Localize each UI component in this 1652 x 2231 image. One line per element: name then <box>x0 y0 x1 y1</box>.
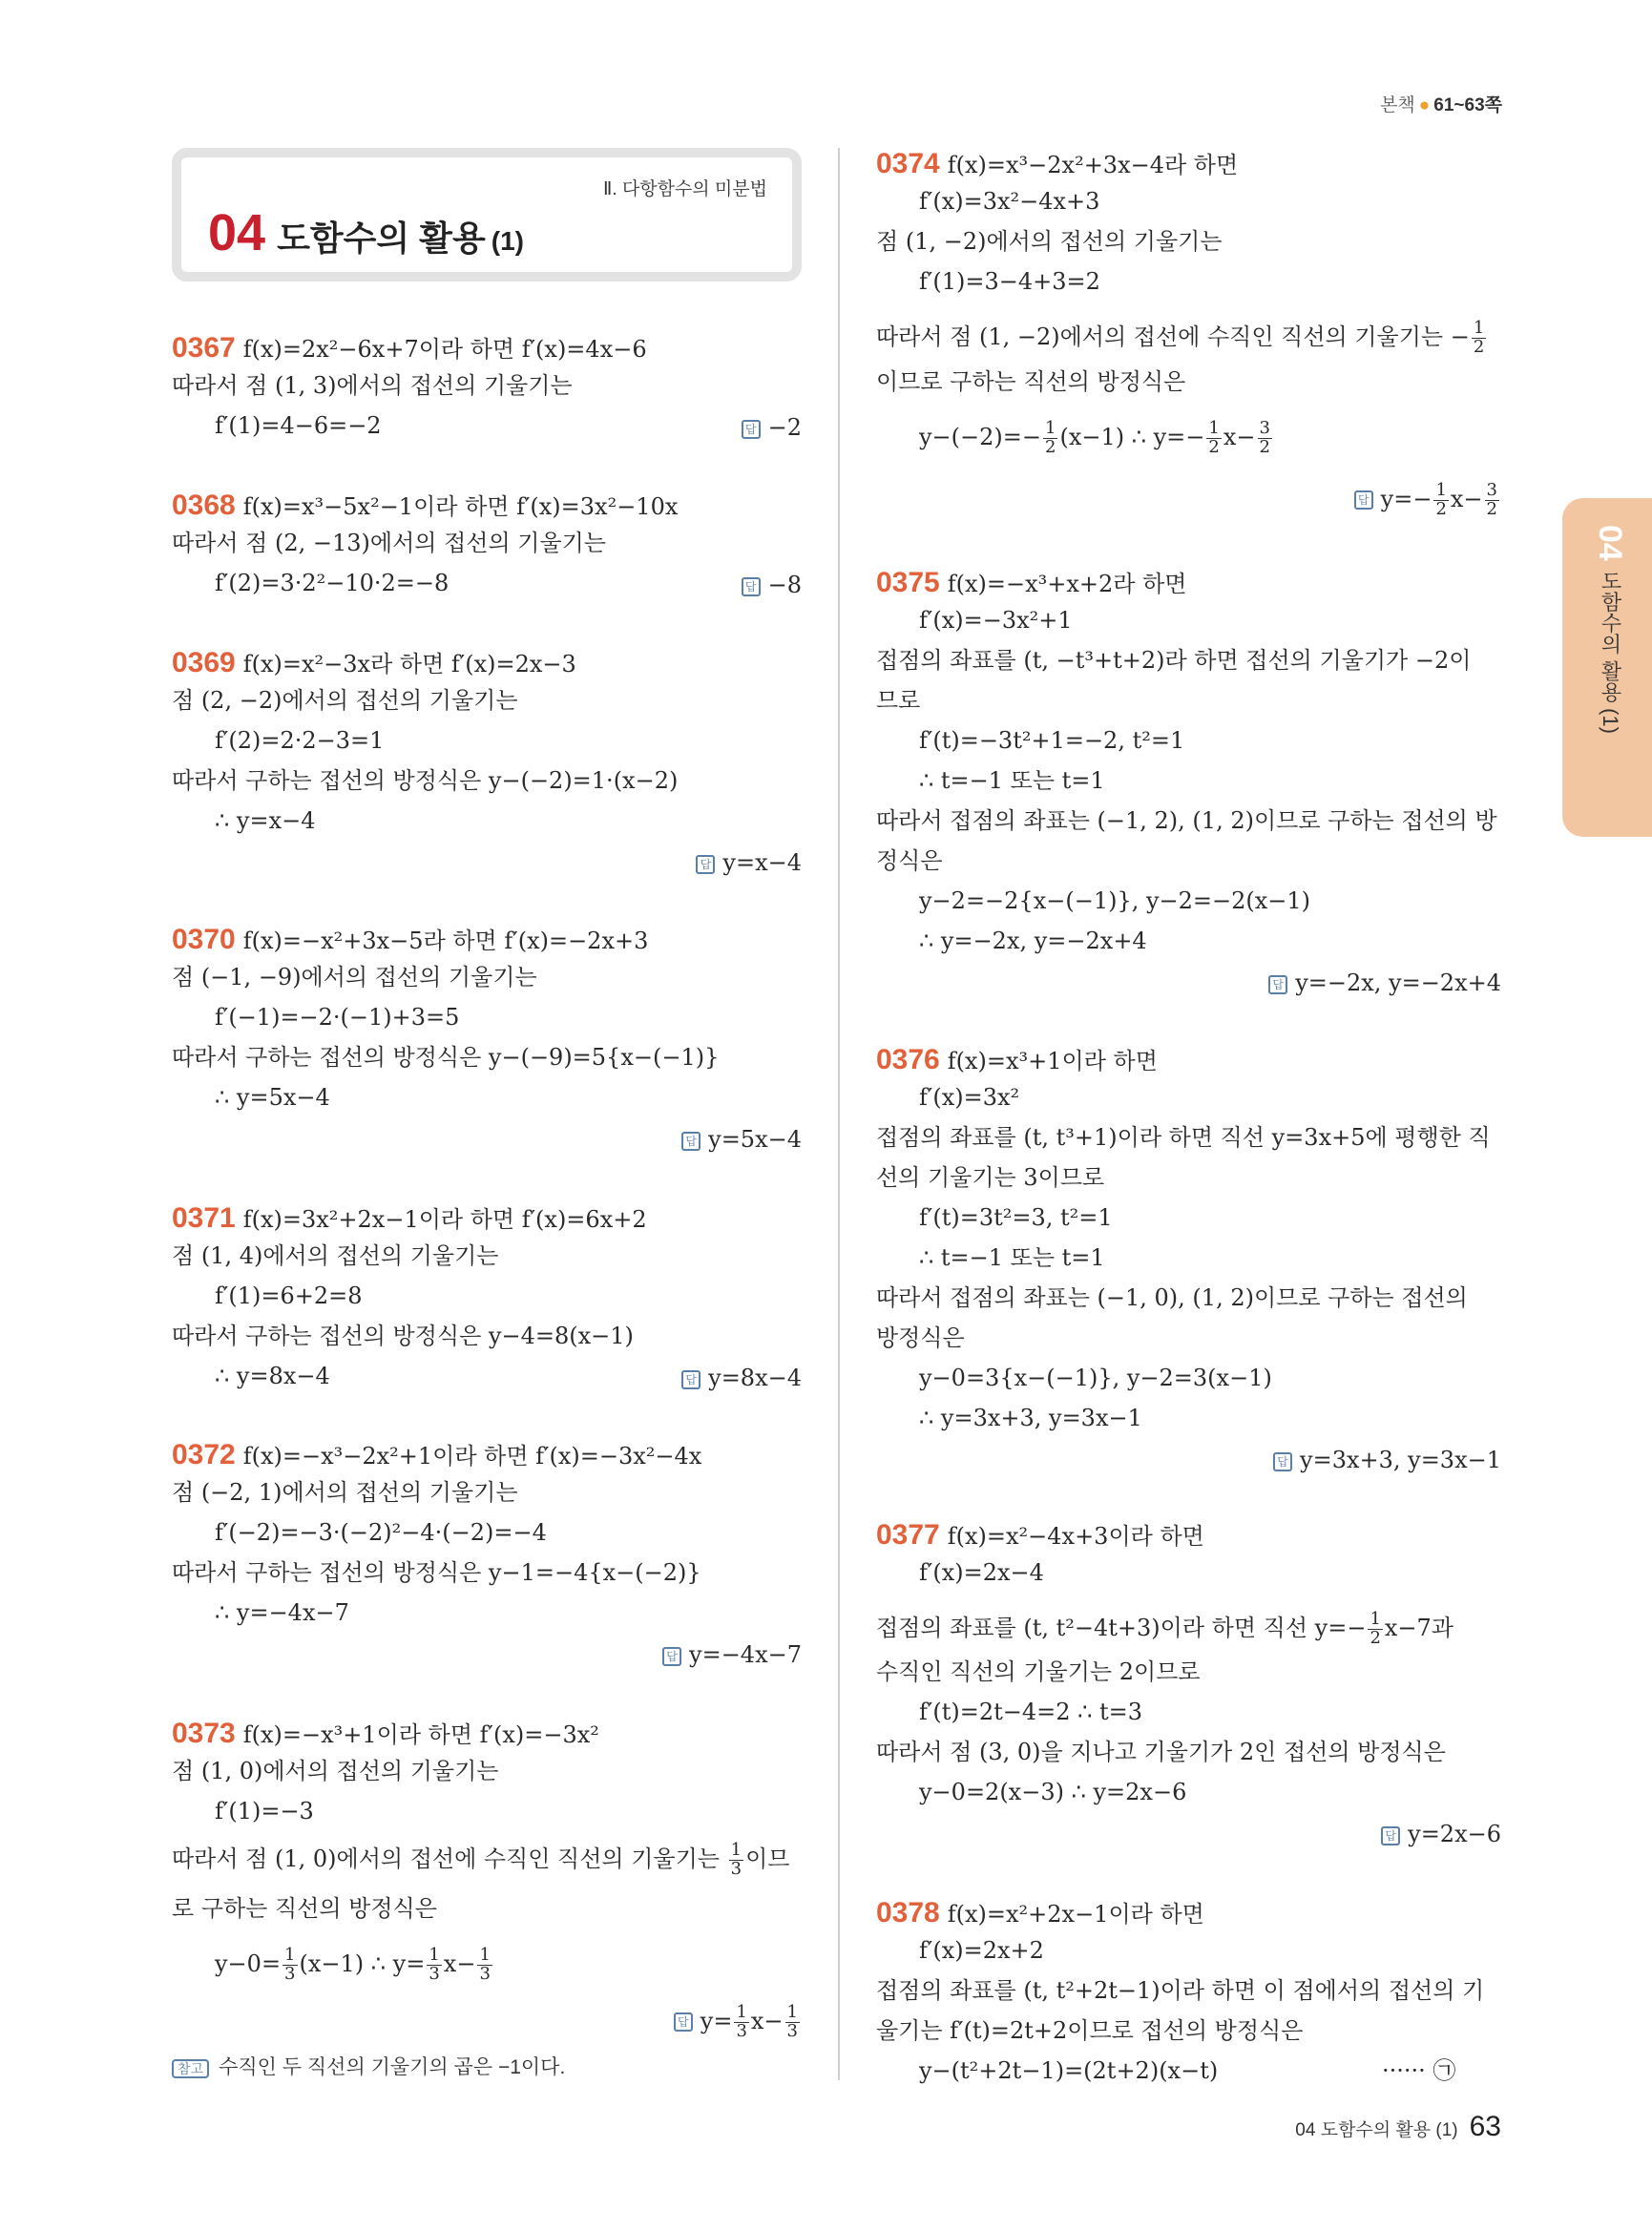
answer <box>662 1641 802 1668</box>
problem-text: f(x)=x³+1이라 하면 <box>947 1048 1158 1074</box>
denominator: 3 <box>479 1963 491 1984</box>
page-reference <box>1380 91 1502 116</box>
numerator: 3 <box>1259 418 1270 438</box>
numerator: 3 <box>1486 480 1497 500</box>
problem-0369 <box>172 649 576 678</box>
solution-line: 점 (1, −2)에서의 접선의 기울기는 <box>876 228 1223 255</box>
column-divider <box>838 148 840 2080</box>
solution-line: 울기는 f′(t)=2t+2이므로 접선의 방정식은 <box>876 2017 1304 2044</box>
answer-icon: 답 <box>681 1370 701 1389</box>
solution-line: f′(x)=−3x²+1 <box>919 607 1073 634</box>
denominator: 3 <box>284 1963 296 1984</box>
solution-line: 따라서 접점의 좌표는 (−1, 0), (1, 2)이므로 구하는 접선의 <box>876 1284 1468 1311</box>
fraction <box>282 1947 297 1984</box>
solution-line: f′(x)=3x² <box>919 1084 1020 1111</box>
note-icon: 참고 <box>172 2059 209 2078</box>
answer-icon: 답 <box>681 1132 701 1151</box>
text: y−(−2)=− <box>919 423 1041 450</box>
solution-line: y−(t²+2t−1)=(2t+2)(x−t) <box>919 2057 1219 2084</box>
text: 이므 <box>745 1845 790 1872</box>
problem-0368 <box>172 491 678 520</box>
problem-0375 <box>876 569 1186 597</box>
solution-line: 따라서 구하는 접선의 방정식은 y−(−9)=5{x−(−1)} <box>172 1044 720 1071</box>
denominator: 2 <box>1045 436 1056 457</box>
answer <box>1268 970 1501 996</box>
answer <box>674 2004 802 2041</box>
answer-text: y=5x−4 <box>708 1126 802 1153</box>
page-number: 63 <box>1469 2111 1501 2142</box>
problem-number: 0378 <box>876 1897 940 1929</box>
answer-icon: 답 <box>1354 490 1373 510</box>
answer-text: y=x−4 <box>722 849 802 876</box>
text: x−7과 <box>1384 1614 1453 1641</box>
answer-icon: 답 <box>1268 975 1287 994</box>
unit-label: Ⅱ. 다항함수의 미분법 <box>602 179 767 199</box>
solution-line: 점 (1, 4)에서의 접선의 기울기는 <box>172 1242 499 1269</box>
answer-text: y= <box>700 2007 733 2034</box>
answer-icon: 답 <box>1273 1452 1292 1471</box>
fraction <box>1433 482 1448 519</box>
solution-line: 따라서 점 (3, 0)을 지나고 기울기가 2인 접선의 방정식은 <box>876 1739 1446 1765</box>
solution-line: f′(1)=−3 <box>215 1798 314 1824</box>
numerator: 1 <box>429 1945 440 1965</box>
problem-number: 0376 <box>876 1044 940 1075</box>
answer-text: y=−2x, y=−2x+4 <box>1295 970 1501 996</box>
denominator: 2 <box>1370 1627 1381 1648</box>
side-tab-label <box>1591 525 1628 734</box>
problem-text: f(x)=−x³−2x²+1이라 하면 f′(x)=−3x²−4x <box>242 1443 702 1470</box>
problem-text: f(x)=−x²+3x−5라 하면 f′(x)=−2x+3 <box>242 928 649 954</box>
problem-number: 0372 <box>172 1439 236 1470</box>
answer <box>742 414 802 441</box>
answer <box>1354 482 1501 519</box>
answer-text: y=−4x−7 <box>689 1641 802 1668</box>
solution-line: ∴ y=3x+3, y=3x−1 <box>919 1405 1142 1431</box>
solution-line: 따라서 점 (1, 3)에서의 접선의 기울기는 <box>172 372 573 399</box>
solution-line: f′(t)=3t²=3, t²=1 <box>919 1204 1113 1231</box>
solution-line <box>172 1842 789 1879</box>
dot-icon: ● <box>1418 95 1431 115</box>
page-footer <box>1295 2111 1501 2143</box>
answer <box>742 572 802 598</box>
fraction <box>729 1842 743 1879</box>
solution-line: f′(1)=4−6=−2 <box>215 412 382 439</box>
text: x− <box>443 1950 476 1977</box>
chapter-title-box <box>172 148 802 281</box>
numerator: 1 <box>1208 418 1220 438</box>
solution-line <box>215 1947 494 1984</box>
solution-line: 따라서 구하는 접선의 방정식은 y−(−2)=1·(x−2) <box>172 767 679 794</box>
solution-line: 정식은 <box>876 847 943 874</box>
solution-line: ∴ y=−2x, y=−2x+4 <box>919 928 1147 954</box>
denominator: 2 <box>1473 336 1485 357</box>
solution-line: f′(x)=2x+2 <box>919 1937 1044 1964</box>
problem-0370 <box>172 926 648 954</box>
problem-number: 0377 <box>876 1519 940 1551</box>
solution-line: f′(t)=2t−4=2 ∴ t=3 <box>919 1699 1143 1725</box>
solution-line: f′(−2)=−3·(−2)²−4·(−2)=−4 <box>215 1519 547 1546</box>
denominator: 2 <box>1208 436 1220 457</box>
numerator: 1 <box>1370 1609 1381 1629</box>
solution-line: y−0=2(x−3) ∴ y=2x−6 <box>919 1779 1187 1805</box>
solution-line: ∴ t=−1 또는 t=1 <box>919 767 1105 794</box>
problem-number: 0371 <box>172 1202 236 1234</box>
solution-line: 따라서 구하는 접선의 방정식은 y−4=8(x−1) <box>172 1323 634 1349</box>
answer-text: y=3x+3, y=3x−1 <box>1300 1447 1501 1473</box>
problem-text: f(x)=2x²−6x+7이라 하면 f′(x)=4x−6 <box>242 336 647 363</box>
answer <box>696 849 802 876</box>
answer <box>1273 1447 1501 1473</box>
solution-line: 점 (2, −2)에서의 접선의 기울기는 <box>172 687 518 714</box>
solution-line: 점 (−1, −9)에서의 접선의 기울기는 <box>172 964 537 990</box>
numerator: 1 <box>479 1945 491 1965</box>
solution-line: ∴ y=−4x−7 <box>215 1599 349 1626</box>
denominator: 2 <box>1259 436 1270 457</box>
chapter-title <box>208 203 524 262</box>
problem-0376 <box>876 1046 1158 1074</box>
note-text: 수직인 두 직선의 기울기의 곱은 −1이다. <box>219 2056 566 2078</box>
solution-line: 므로 <box>876 687 921 714</box>
numerator: 1 <box>1045 418 1056 438</box>
answer-text: y=− <box>1380 485 1432 512</box>
solution-line: f′(x)=2x−4 <box>919 1559 1044 1586</box>
solution-line: f′(2)=2·2−3=1 <box>215 727 385 754</box>
text: x− <box>1450 485 1483 512</box>
fraction <box>734 2004 748 2041</box>
solution-line: ∴ y=x−4 <box>215 807 316 834</box>
fraction <box>785 2004 800 2041</box>
answer-text: −2 <box>767 414 802 441</box>
footer-chapter: 04 도함수의 활용 (1) <box>1295 2120 1458 2140</box>
answer-icon: 답 <box>742 420 761 439</box>
solution-line: 점 (−2, 1)에서의 접선의 기울기는 <box>172 1479 518 1506</box>
problem-0378 <box>876 1899 1204 1928</box>
fraction <box>1206 420 1221 457</box>
solution-line: 로 구하는 직선의 방정식은 <box>172 1895 437 1922</box>
solution-line: ∴ t=−1 또는 t=1 <box>919 1244 1105 1271</box>
solution-line: ∴ y=8x−4 <box>215 1363 330 1389</box>
solution-line <box>876 1611 1453 1648</box>
fraction <box>1485 482 1499 519</box>
side-tab-number: 04 <box>1592 525 1628 561</box>
problem-0374 <box>876 150 1238 178</box>
answer-icon: 답 <box>742 577 761 596</box>
answer-text: y=2x−6 <box>1408 1821 1501 1847</box>
answer-text: −8 <box>767 572 802 598</box>
problem-text: f(x)=x²−4x+3이라 하면 <box>947 1523 1204 1550</box>
chapter-number: 04 <box>208 204 266 261</box>
solution-line: y−2=−2{x−(−1)}, y−2=−2(x−1) <box>919 887 1311 914</box>
problem-text: f(x)=3x²+2x−1이라 하면 f′(x)=6x+2 <box>242 1206 647 1233</box>
problem-number: 0370 <box>172 924 236 955</box>
solution-line: 따라서 구하는 접선의 방정식은 y−1=−4{x−(−2)} <box>172 1559 701 1586</box>
fraction <box>1368 1611 1382 1648</box>
problem-number: 0374 <box>876 148 940 179</box>
problem-number: 0368 <box>172 490 236 521</box>
text: 따라서 점 (1, 0)에서의 접선에 수직인 직선의 기울기는 <box>172 1845 720 1872</box>
problem-text: f(x)=x²−3x라 하면 f′(x)=2x−3 <box>242 651 576 678</box>
problem-number: 0373 <box>172 1718 236 1749</box>
numerator: 1 <box>1435 480 1447 500</box>
solution-line: 접점의 좌표를 (t, t²+2t−1)이라 하면 이 점에서의 접선의 기 <box>876 1977 1485 2004</box>
note <box>172 2057 565 2078</box>
answer-icon: 답 <box>1381 1826 1400 1845</box>
chapter-title-sub: (1) <box>491 226 524 256</box>
numerator: 1 <box>730 1840 742 1860</box>
solution-line: 수직인 직선의 기울기는 2이므로 <box>876 1658 1201 1685</box>
fraction <box>1258 420 1272 457</box>
solution-line: 따라서 접점의 좌표는 (−1, 2), (1, 2)이므로 구하는 접선의 방 <box>876 807 1497 834</box>
denominator: 2 <box>1486 498 1497 519</box>
solution-line: 접점의 좌표를 (t, t³+1)이라 하면 직선 y=3x+5에 평행한 직 <box>876 1124 1491 1151</box>
solution-line: f′(1)=6+2=8 <box>215 1282 363 1309</box>
solution-line: 접점의 좌표를 (t, −t³+t+2)라 하면 접선의 기울기가 −2이 <box>876 647 1472 674</box>
chapter-title-text: 도함수의 활용 <box>277 219 486 258</box>
problem-text: f(x)=x³−2x²+3x−4라 하면 <box>947 152 1239 178</box>
answer <box>1381 1821 1501 1847</box>
solution-line: 따라서 점 (2, −13)에서의 접선의 기울기는 <box>172 530 606 556</box>
equation-marker: ······ ㉠ <box>1382 2057 1456 2084</box>
problem-text: f(x)=x³−5x²−1이라 하면 f′(x)=3x²−10x <box>242 493 679 520</box>
text: y−0= <box>215 1950 282 1977</box>
text: 접점의 좌표를 (t, t²−4t+3)이라 하면 직선 y=− <box>876 1614 1367 1641</box>
problem-number: 0367 <box>172 332 236 364</box>
text: x− <box>1223 423 1256 450</box>
problem-0377 <box>876 1521 1204 1550</box>
problem-text: f(x)=−x³+1이라 하면 f′(x)=−3x² <box>242 1721 599 1748</box>
denominator: 3 <box>786 2020 798 2041</box>
chapter-side-tab <box>1562 498 1652 837</box>
numerator: 1 <box>736 2002 747 2022</box>
problem-number: 0369 <box>172 647 236 678</box>
fraction <box>1472 320 1486 357</box>
solution-line: 방정식은 <box>876 1324 965 1351</box>
solution-line: 점 (1, 0)에서의 접선의 기울기는 <box>172 1758 499 1784</box>
problem-text: f(x)=x²+2x−1이라 하면 <box>947 1901 1204 1928</box>
text: x− <box>750 2007 784 2034</box>
problem-0367 <box>172 334 647 363</box>
denominator: 2 <box>1435 498 1447 519</box>
solution-line: f′(1)=3−4+3=2 <box>919 268 1100 295</box>
answer <box>681 1126 802 1153</box>
solution-line: f′(x)=3x²−4x+3 <box>919 188 1100 215</box>
problem-0371 <box>172 1204 647 1233</box>
answer-icon: 답 <box>674 2012 693 2032</box>
solution-line: ∴ y=5x−4 <box>215 1084 330 1111</box>
solution-line <box>876 320 1488 357</box>
solution-line: f′(2)=3·2²−10·2=−8 <box>215 570 450 596</box>
solution-line: 선의 기울기는 3이므로 <box>876 1164 1105 1191</box>
problem-0373 <box>172 1720 599 1748</box>
problem-number: 0375 <box>876 567 940 598</box>
text: (x−1) ∴ y= <box>299 1950 426 1977</box>
solution-line: 이므로 구하는 직선의 방정식은 <box>876 368 1186 395</box>
numerator: 1 <box>284 1945 296 1965</box>
ref-prefix: 본책 <box>1380 95 1415 115</box>
fraction <box>427 1947 441 1984</box>
denominator: 3 <box>736 2020 747 2041</box>
answer-icon: 답 <box>696 855 715 874</box>
denominator: 3 <box>730 1858 742 1879</box>
problem-text: f(x)=−x³+x+2라 하면 <box>947 571 1187 597</box>
solution-line: y−0=3{x−(−1)}, y−2=3(x−1) <box>919 1365 1272 1391</box>
solution-line: f′(t)=−3t²+1=−2, t²=1 <box>919 727 1185 754</box>
side-tab-text: 도함수의 활용 (1) <box>1599 570 1622 734</box>
solution-line: f′(−1)=−2·(−1)+3=5 <box>215 1004 460 1031</box>
ref-pages: 61~63쪽 <box>1433 95 1502 115</box>
fraction <box>1043 420 1057 457</box>
fraction <box>477 1947 491 1984</box>
text: (x−1) ∴ y=− <box>1059 423 1205 450</box>
solution-line <box>919 420 1274 457</box>
denominator: 3 <box>429 1963 440 1984</box>
numerator: 1 <box>1473 318 1485 338</box>
answer <box>681 1365 802 1391</box>
text: 따라서 점 (1, −2)에서의 접선에 수직인 직선의 기울기는 − <box>876 323 1470 350</box>
answer-icon: 답 <box>662 1647 681 1666</box>
problem-0372 <box>172 1441 701 1470</box>
answer-text: y=8x−4 <box>708 1365 802 1391</box>
numerator: 1 <box>786 2002 798 2022</box>
